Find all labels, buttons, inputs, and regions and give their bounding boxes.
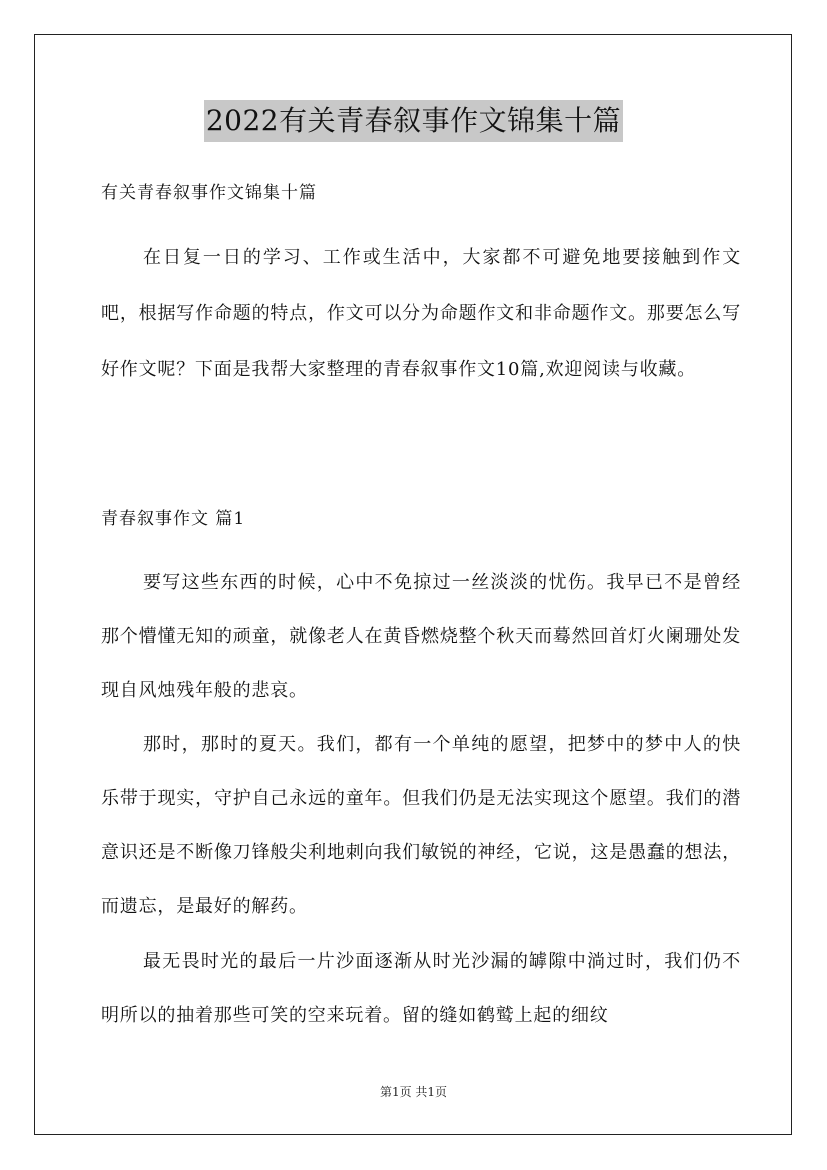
document-subtitle: 有关青春叙事作文锦集十篇 xyxy=(101,183,317,203)
page-footer: 第1页 共1页 xyxy=(379,1085,448,1099)
body-paragraph-1: 要写这些东西的时候，心中不免掠过一丝淡淡的忧伤。我早已不是曾经那个懵懂无知的顽童，就像老人在黄昏燃烧整个秋天而蓦然回首灯火阑珊处发现自风烛残年般的悲哀。 xyxy=(101,572,741,701)
title-container xyxy=(0,100,827,142)
section-heading: 青春叙事作文 篇1 xyxy=(101,509,246,529)
intro-paragraph: 在日复一日的学习、工作或生活中，大家都不可避免地要接触到作文吧，根据写作命题的特点，作文可以分为命题作文和非命题作文。那要怎么写好作文呢？下面是我帮大家整理的青春叙事作文10篇,欢迎阅读与收藏。 xyxy=(101,247,741,380)
body-paragraph-2: 那时，那时的夏天。我们，都有一个单纯的愿望，把梦中的梦中人的快乐带于现实，守护自己永远的童年。但我们仍是无法实现这个愿望。我们的潜意识还是不断像刀锋般尖利地刺向我们敏锐的神经，它说，这是愚蠢的想法，而遗忘，是最好的解药。 xyxy=(101,734,741,917)
document-title: 2022有关青春叙事作文锦集十篇 xyxy=(204,100,623,142)
body-paragraph-3: 最无畏时光的最后一片沙面逐渐从时光沙漏的罅隙中淌过时，我们仍不明所以的抽着那些可笑的空来玩着。留的缝如鹤鹫上起的细纹 xyxy=(101,951,741,1026)
